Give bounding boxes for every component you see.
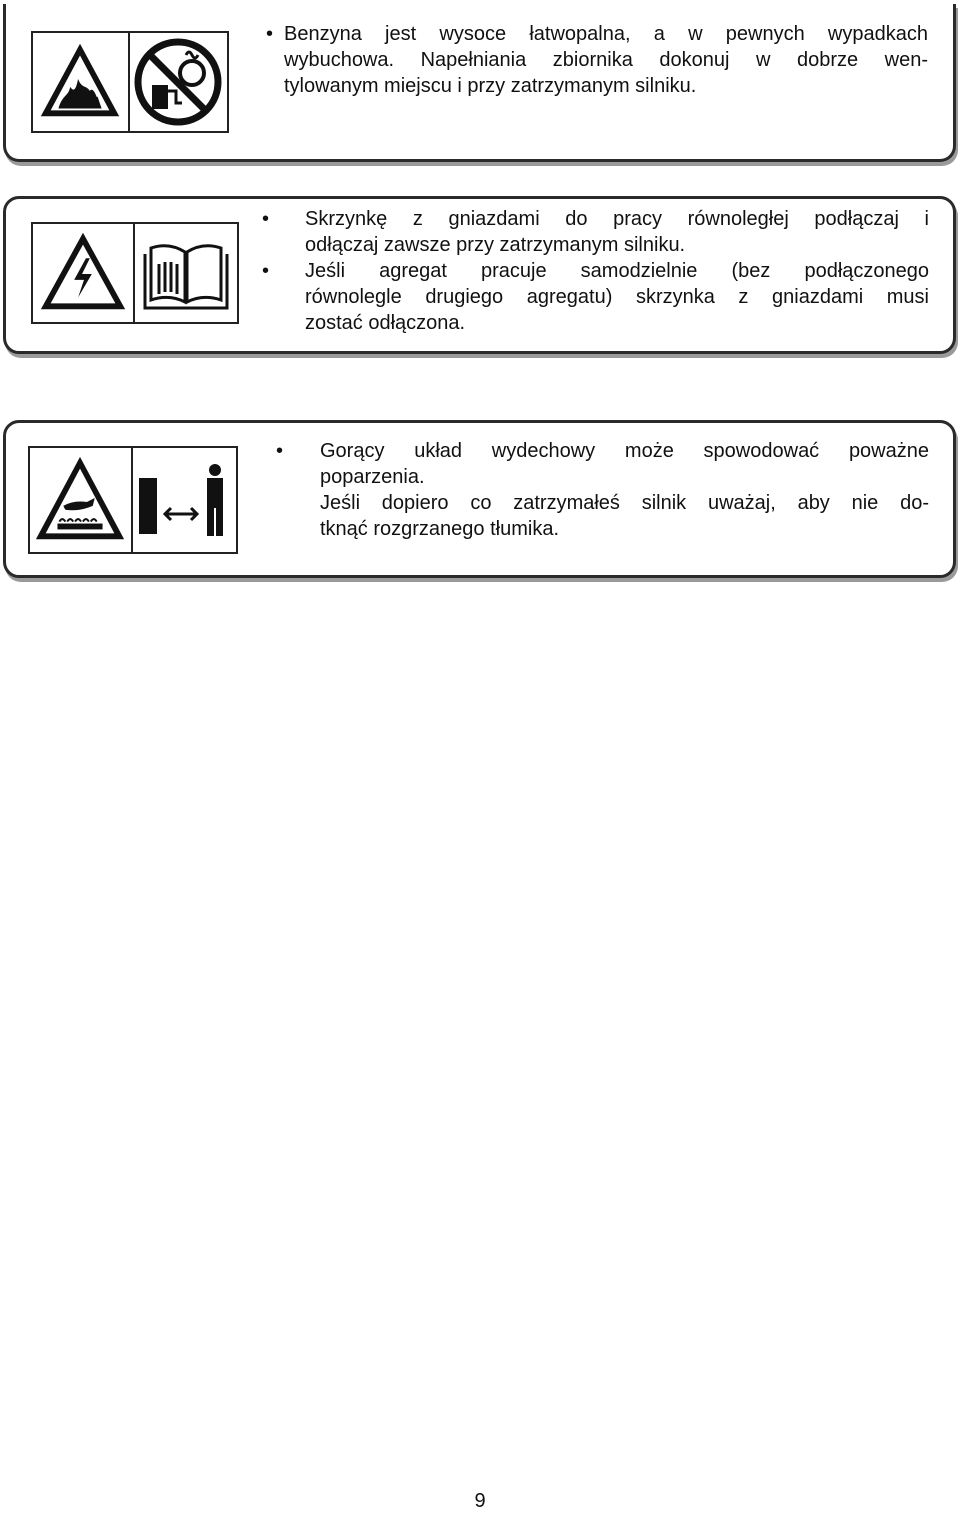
- bullet: •: [262, 260, 270, 282]
- text-line: odłączaj zawsze przy zatrzymanym silniku.: [305, 234, 686, 256]
- text-line: poparzenia.: [320, 466, 425, 488]
- exhaust-pictogram: [28, 446, 238, 554]
- electric-shock-warning-icon: [33, 224, 135, 322]
- text-line: równolegle drugiego agregatu) skrzynka z gniazdami musi: [305, 286, 929, 308]
- bullet: •: [262, 208, 270, 230]
- text-line: zostać odłączona.: [305, 312, 466, 334]
- text-line: Gorący układ wydechowy może spowodować poważne: [320, 440, 929, 462]
- fire-warning-icon: [33, 33, 130, 131]
- text-line: Jeśli agregat pracuje samodzielnie (bez podłączonego: [305, 260, 929, 282]
- socket-pictogram: [31, 222, 239, 324]
- no-refuel-running-engine-icon: [130, 33, 227, 131]
- page-number: 9: [474, 1490, 486, 1512]
- text-line: tknąć rozgrzanego tłumika.: [320, 518, 560, 540]
- text-line: Jeśli dopiero co zatrzymałeś silnik uważaj, aby nie do-: [320, 492, 929, 514]
- hot-surface-warning-icon: [30, 448, 133, 552]
- read-manual-icon: [135, 224, 237, 322]
- text-line: Benzyna jest wysoce łatwopalna, a w pewnych wypadkach: [284, 23, 928, 45]
- exhaust-warning-text: [320, 438, 929, 542]
- fuel-pictogram: [31, 31, 229, 133]
- text-line: Skrzynkę z gniazdami do pracy równoległej podłączaj i: [305, 208, 929, 230]
- socket-warning-text-1: [305, 206, 929, 258]
- text-line: wybuchowa. Napełniania zbiornika dokonuj w dobrze wen-: [284, 49, 928, 71]
- bullet: •: [266, 23, 274, 45]
- socket-warning-text-2: [305, 258, 929, 336]
- bullet: •: [276, 440, 284, 462]
- fuel-warning-text: [284, 21, 928, 99]
- keep-distance-icon: [133, 448, 236, 552]
- text-line: tylowanym miejscu i przy zatrzymanym silniku.: [284, 75, 697, 97]
